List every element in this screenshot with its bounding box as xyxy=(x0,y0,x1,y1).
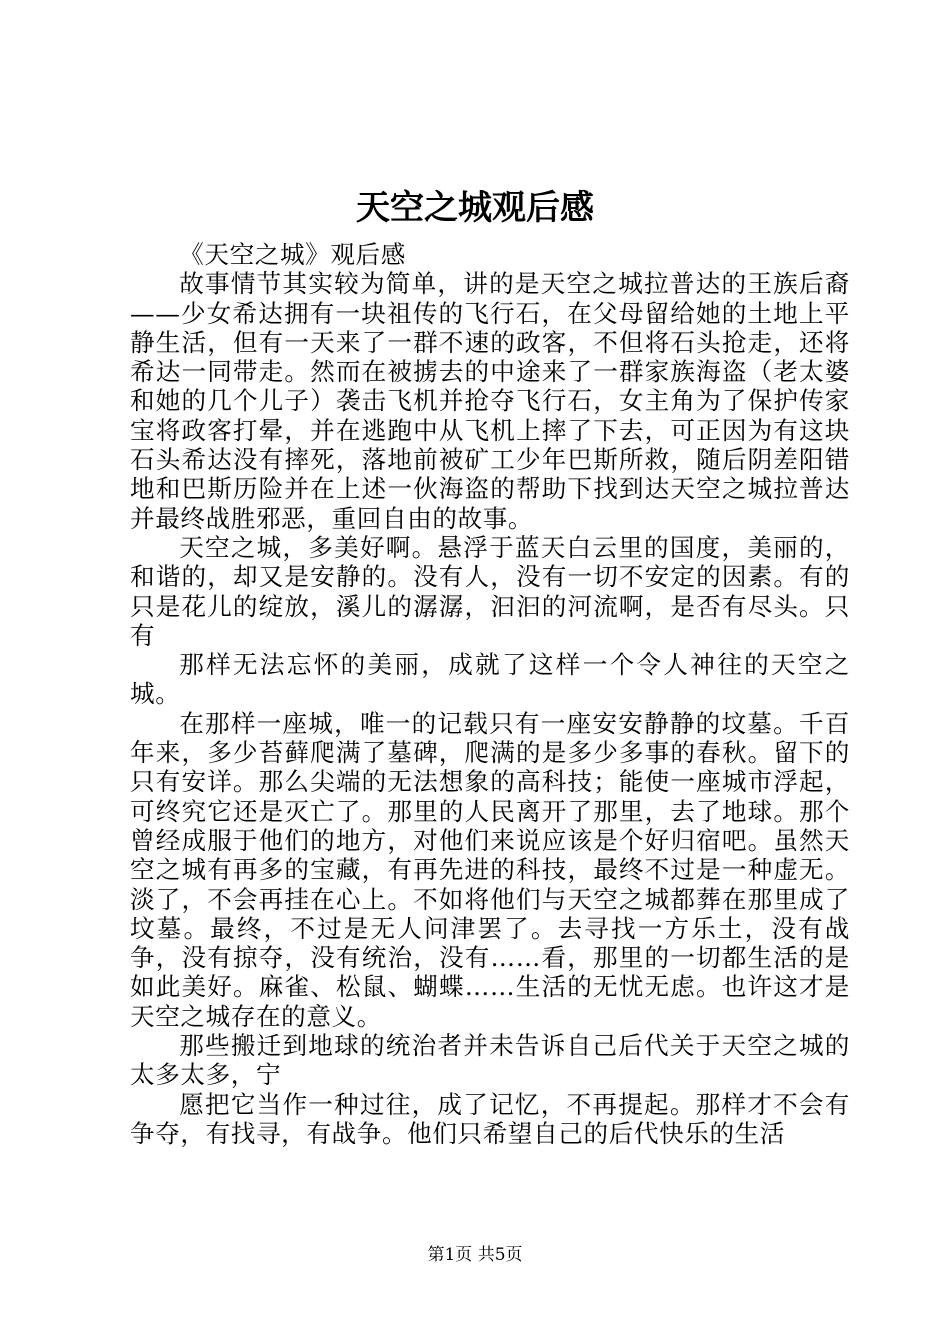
paragraph: 在那样一座城，唯一的记载只有一座安安静静的坟墓。千百年来，多少苔藓爬满了墓碑，爬满的是多少多事的春秋。留下的只有安详。那么尖端的无法想象的高科技；能使一座城市浮起，可终究它还是灭亡了。那里的人民离开了那里，去了地球。那个曾经成服于他们的地方，对他们来说应该是个好归宿吧。虽然天空之城有再多的宝藏，有再先进的科技，最终不过是一种虚无。淡了，不会再挂在心上。不如将他们与天空之城都葬在那里成了坟墓。最终，不过是无人问津罢了。去寻找一方乐土，没有战争，没有掠夺，没有统治，没有……看，那里的一切都生活的是如此美好。麻雀、松鼠、蝴蝶……生活的无忧无虑。也许这才是天空之城存在的意义。 xyxy=(130,708,850,1031)
paragraph: 愿把它当作一种过往，成了记忆，不再提起。那样才不会有争夺，有找寻，有战争。他们只希望自己的后代快乐的生活 xyxy=(130,1089,850,1148)
paragraph-subtitle: 《天空之城》观后感 xyxy=(179,240,406,269)
document-body xyxy=(130,240,850,1148)
page-footer: 第1页 共5页 xyxy=(427,1245,523,1265)
paragraph: 那些搬迁到地球的统治者并未告诉自己后代关于天空之城的太多太多，宁 xyxy=(130,1031,850,1090)
paragraph: 那样无法忘怀的美丽，成就了这样一个令人神往的天空之城。 xyxy=(130,650,850,709)
page-title: 天空之城观后感 xyxy=(356,188,594,228)
paragraph: 天空之城，多美好啊。悬浮于蓝天白云里的国度，美丽的，和谐的，却又是安静的。没有人，没有一切不安定的因素。有的只是花儿的绽放，溪儿的潺潺，汩汩的河流啊，是否有尽头。只有 xyxy=(130,532,850,650)
paragraph: 故事情节其实较为简单，讲的是天空之城拉普达的王族后裔——少女希达拥有一块祖传的飞行石，在父母留给她的土地上平静生活，但有一天来了一群不速的政客，不但将石头抢走，还将希达一同带走。然而在被掳去的中途来了一群家族海盗（老太婆和她的几个儿子）袭击飞机并抢夺飞行石，女主角为了保护传家宝将政客打晕，并在逃跑中从飞机上摔了下去，可正因为有这块石头希达没有摔死，落地前被矿工少年巴斯所救，随后阴差阳错地和巴斯历险并在上述一伙海盗的帮助下找到达天空之城拉普达并最终战胜邪恶，重回自由的故事。 xyxy=(130,269,850,533)
